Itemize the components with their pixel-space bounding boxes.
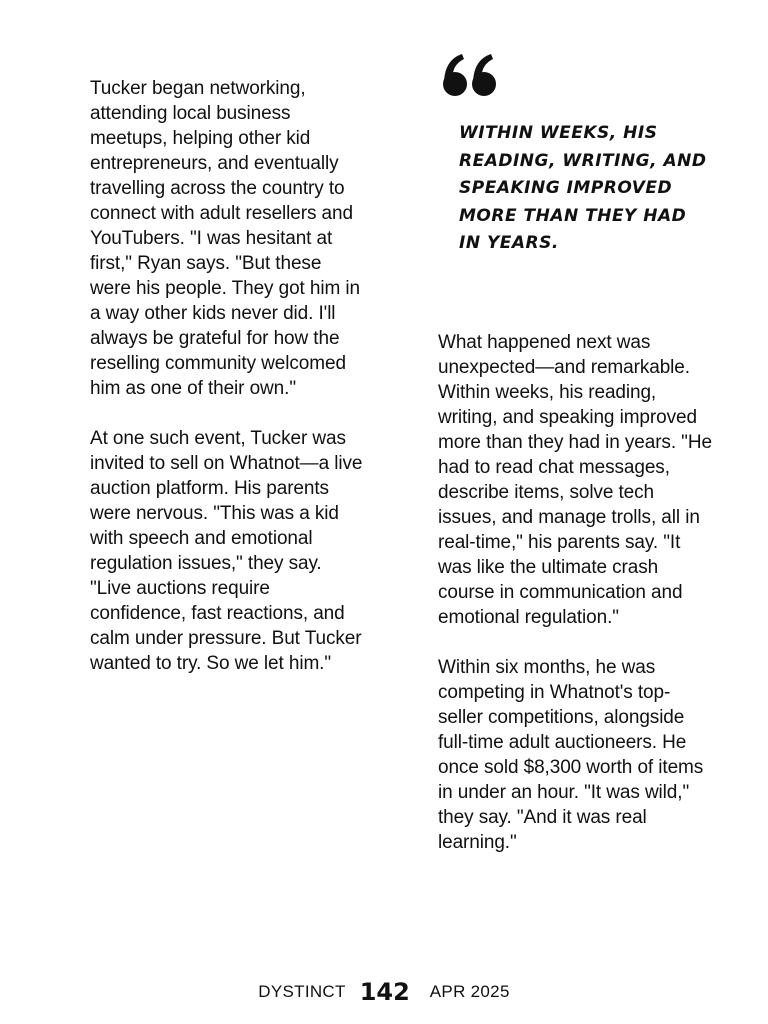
pull-quote: WITHIN WEEKS, HIS READING, WRITING, AND SPEAKING IMPROVED MORE THAN THEY HAD IN YEARS. [459, 123, 707, 253]
paragraph: At one such event, Tucker was invited to sell on Whatnot—a live auction platform. His parents were nervous. "This was a kid with speech and emotional regulation issues," they say. "Live auctions require confidence, fast reactions, and calm under pressure. But Tucker wanted to try. So we let him." [90, 428, 363, 674]
paragraph: What happened next was unexpected—and remarkable. Within weeks, his reading, writing, and speaking improved more than they had in years. "He had to read chat messages, describe items, solve tech issues, and manage trolls, all in real-time," his parents say. "It was like the ultimate crash course in communication and emotional regulation." [438, 332, 712, 628]
issue-date: APR 2025 [429, 982, 510, 1001]
quotation-mark-icon [441, 54, 501, 98]
page-number: 142 [359, 978, 410, 1006]
magazine-name: DYSTINCT [258, 982, 346, 1001]
paragraph: Within six months, he was competing in Whatnot's top-seller competitions, alongside full-time adult auctioneers. He once sold $8,300 worth of items in under an hour. "It was wild," they say. "And it was real learning." [438, 657, 704, 853]
article-right-column [438, 330, 714, 880]
page-footer [0, 974, 768, 1010]
paragraph: Tucker began networking, attending local business meetups, helping other kid entrepreneurs, and eventually travelling across the country to connect with adult resellers and YouTubers. "I was hesitant at first," Ryan says. "But these were his people. They got him in a way other kids never did. I'll always be grateful for how the reselling community welcomed him as one of their own." [90, 78, 360, 399]
article-left-column [90, 76, 366, 701]
